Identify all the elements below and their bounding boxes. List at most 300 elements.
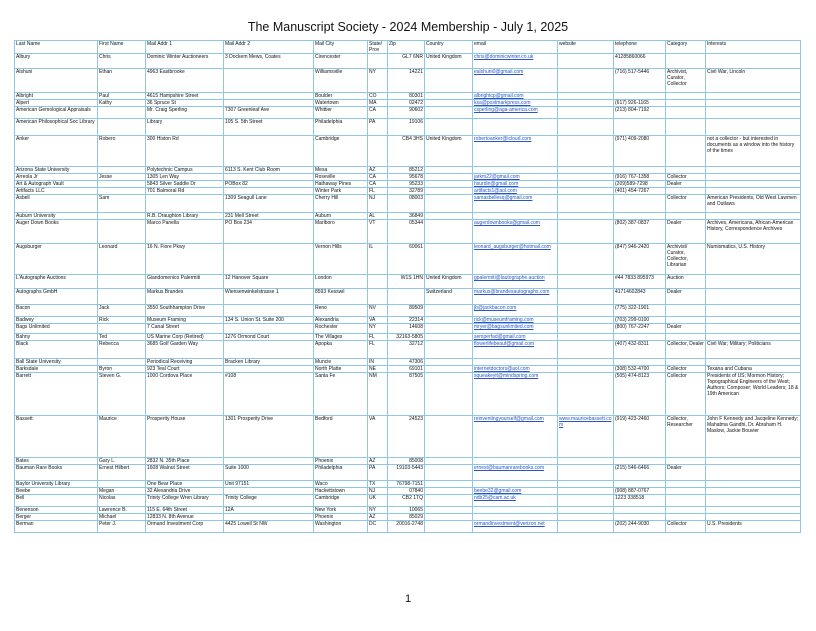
cell-addr1: 1608 Walnut Street <box>146 465 224 481</box>
cell-last: Barrett <box>15 373 98 416</box>
cell-email[interactable]: leonard_augsburger@hotmail.com <box>473 244 558 275</box>
cell-country <box>425 373 473 416</box>
cell-city: Hathaway Pines <box>314 181 368 188</box>
cell-city: Santa Fe <box>314 373 368 416</box>
cell-first: Chris <box>98 54 146 69</box>
cell-country: United Kingdom <box>425 275 473 289</box>
cell-zip: 02472 <box>388 100 425 107</box>
cell-addr1: 701 Balmoral Rd <box>146 188 224 195</box>
cell-last: Art & Autograph Vault <box>15 181 98 188</box>
cell-addr1: 12833 N. 8th Avenue <box>146 514 224 521</box>
cell-city: Cirencester <box>314 54 368 69</box>
cell-zip <box>388 289 425 305</box>
cell-state: IL <box>368 244 388 275</box>
cell-cat: Collector <box>666 195 706 213</box>
cell-zip: 32789 <box>388 188 425 195</box>
cell-first: Steven G. <box>98 373 146 416</box>
cell-state: FL <box>368 334 388 341</box>
cell-addr2: Trinity College <box>224 495 314 507</box>
cell-first: Ted <box>98 334 146 341</box>
cell-web <box>558 366 614 373</box>
cell-phone: (775) 322-1901 <box>614 305 666 317</box>
cell-last: Bauman Rare Books <box>15 465 98 481</box>
cell-state: CO <box>368 93 388 100</box>
cell-cat <box>666 305 706 317</box>
cell-phone <box>614 195 666 213</box>
cell-email[interactable]: albrightcp@gmail.com <box>473 93 558 100</box>
cell-interests <box>706 465 801 481</box>
cell-phone: (847) 946-2420 <box>614 244 666 275</box>
cell-state: NY <box>368 69 388 93</box>
column-header-addr1: Mail Addr 1 <box>146 41 224 54</box>
cell-phone: (209)589-7298 <box>614 181 666 188</box>
cell-zip: 85212 <box>388 167 425 174</box>
cell-state <box>368 54 388 69</box>
cell-country <box>425 317 473 324</box>
cell-state: DC <box>368 521 388 533</box>
cell-addr2 <box>224 100 314 107</box>
cell-first <box>98 275 146 289</box>
cell-first: Nicolas <box>98 495 146 507</box>
table-row <box>15 136 801 167</box>
cell-country <box>425 167 473 174</box>
cell-city: North Platte <box>314 366 368 373</box>
cell-country <box>425 458 473 465</box>
cell-city: Watertown <box>314 100 368 107</box>
cell-phone <box>614 514 666 521</box>
cell-addr2: POBox 82 <box>224 181 314 188</box>
cell-country: United Kingdom <box>425 54 473 69</box>
cell-last: Baylor University Library <box>15 481 98 488</box>
cell-addr1: Ormand Investment Corp <box>146 521 224 533</box>
cell-addr1: Polytechnic Campus <box>146 167 224 174</box>
cell-email[interactable]: rick@museumframing.com <box>473 317 558 324</box>
cell-city: 8593 Kesswil <box>314 289 368 305</box>
cell-email <box>473 481 558 488</box>
table-row <box>15 495 801 507</box>
cell-last: Autographs GmbH <box>15 289 98 305</box>
cell-email <box>473 507 558 514</box>
cell-zip: 32712 <box>388 341 425 359</box>
cell-email[interactable]: ernest@baumanrarebooks.com <box>473 465 558 481</box>
cell-state: VA <box>368 416 388 458</box>
cell-addr2 <box>224 244 314 275</box>
page-number: 1 <box>404 593 412 605</box>
cell-state: IN <box>368 359 388 366</box>
cell-state: NJ <box>368 195 388 213</box>
cell-country <box>425 305 473 317</box>
cell-last: Benenson <box>15 507 98 514</box>
cell-state: AZ <box>368 458 388 465</box>
cell-last: Black <box>15 341 98 359</box>
cell-cat <box>666 93 706 100</box>
cell-cat: Dealer <box>666 324 706 334</box>
cell-interests <box>706 458 801 465</box>
cell-zip: 87505 <box>388 373 425 416</box>
cell-web <box>558 93 614 100</box>
cell-email[interactable]: ndb25@cam.ac.uk <box>473 495 558 507</box>
cell-phone: 41285860066 <box>614 54 666 69</box>
cell-cat <box>666 54 706 69</box>
cell-phone <box>614 213 666 220</box>
cell-web <box>558 220 614 244</box>
cell-city: Reno <box>314 305 368 317</box>
cell-email[interactable]: reinventingyourself@gmail.com <box>473 416 558 458</box>
cell-state: CA <box>368 174 388 181</box>
cell-city: Phoenix <box>314 458 368 465</box>
cell-city: Philadelphia <box>314 465 368 481</box>
cell-addr2: 134 S. Union St. Suite 200 <box>224 317 314 324</box>
column-header-last: Last Name <box>15 41 98 54</box>
cell-web <box>558 507 614 514</box>
table-row <box>15 181 801 188</box>
table-row <box>15 359 801 366</box>
cell-email[interactable]: augerdownbooks@gmail.com <box>473 220 558 244</box>
table-row <box>15 324 801 334</box>
cell-web <box>558 136 614 167</box>
cell-state: VA <box>368 317 388 324</box>
cell-email[interactable]: ealshuni0@gmail.com <box>473 69 558 93</box>
column-header-cat: Category <box>666 41 706 54</box>
cell-state: PA <box>368 465 388 481</box>
cell-email[interactable]: squeakeyit@mindspring.com <box>473 373 558 416</box>
cell-email[interactable]: jb@jackbacon.com <box>473 305 558 317</box>
cell-state: NM <box>368 373 388 416</box>
cell-first: Byron <box>98 366 146 373</box>
cell-phone <box>614 507 666 514</box>
cell-addr2: Bracken Library <box>224 359 314 366</box>
cell-addr1: Prosperity House <box>146 416 224 458</box>
cell-country <box>425 334 473 341</box>
cell-state: NJ <box>368 488 388 495</box>
table-body <box>15 54 801 533</box>
cell-email[interactable]: jarkm22@gmail.com <box>473 174 558 181</box>
cell-web <box>558 305 614 317</box>
cell-zip: 14608 <box>388 324 425 334</box>
cell-state: AL <box>368 213 388 220</box>
cell-cat: Archivist, Curator, Collector <box>666 69 706 93</box>
cell-zip: 85029 <box>388 514 425 521</box>
cell-phone: 1223 338518 <box>614 495 666 507</box>
cell-web <box>558 359 614 366</box>
table-row <box>15 341 801 359</box>
cell-city: London <box>314 275 368 289</box>
cell-country <box>425 93 473 100</box>
cell-interests: John F Kennedy and Jacqeline Kennedy; Mahatma Gandhi, Dr. Abraham H. Maslow, Jackie Bouvier <box>706 416 801 458</box>
table-row <box>15 317 801 324</box>
cell-interests <box>706 54 801 69</box>
cell-zip: 32163-5805 <box>388 334 425 341</box>
cell-first: Lawrence B. <box>98 507 146 514</box>
cell-cat: Dealer <box>666 289 706 305</box>
cell-city: Vernon Hills <box>314 244 368 275</box>
cell-interests: American Presidents, Old West Lawmen and Outlaws <box>706 195 801 213</box>
column-header-interests: Interests <box>706 41 801 54</box>
table-row <box>15 188 801 195</box>
cell-state: NY <box>368 324 388 334</box>
cell-country <box>425 100 473 107</box>
cell-interests <box>706 188 801 195</box>
cell-zip: 36849 <box>388 213 425 220</box>
cell-phone: (703) 299-0100 <box>614 317 666 324</box>
cell-addr1: 5843 Silver Saddle Dr <box>146 181 224 188</box>
cell-phone: (407) 432-8311 <box>614 341 666 359</box>
table-row <box>15 275 801 289</box>
cell-first: Kathy <box>98 100 146 107</box>
document-title: The Manuscript Society - 2024 Membership - July 1, 2025 <box>247 20 569 34</box>
cell-first: Leonard <box>98 244 146 275</box>
cell-city: Waco <box>314 481 368 488</box>
cell-addr2 <box>224 458 314 465</box>
column-header-city: Mail City <box>314 41 368 54</box>
table-row <box>15 521 801 533</box>
cell-addr1: 4963 Eastbrooke <box>146 69 224 93</box>
membership-table <box>14 40 801 533</box>
cell-interests <box>706 275 801 289</box>
cell-phone: (401) 454-7267 <box>614 188 666 195</box>
cell-email[interactable]: semperfad@gmail.com <box>473 334 558 341</box>
cell-addr1: Giandomenico Palermiti <box>146 275 224 289</box>
cell-addr2 <box>224 514 314 521</box>
cell-phone: (213) 804-7192 <box>614 107 666 119</box>
cell-email[interactable]: gpalermiti@lautographe.auction <box>473 275 558 289</box>
cell-interests <box>706 507 801 514</box>
table-row <box>15 220 801 244</box>
cell-interests <box>706 305 801 317</box>
column-header-phone: telephone <box>614 41 666 54</box>
cell-interests: Numismatics, U.S. History <box>706 244 801 275</box>
cell-web <box>558 188 614 195</box>
cell-cat: Dealer <box>666 181 706 188</box>
cell-country <box>425 174 473 181</box>
cell-phone: (505) 474-8123 <box>614 373 666 416</box>
cell-email <box>473 119 558 136</box>
cell-email[interactable]: ksa@postmarkpress.com <box>473 100 558 107</box>
cell-city: Alexandria <box>314 317 368 324</box>
cell-addr2: 12 Hanover Square <box>224 275 314 289</box>
cell-last: Berger <box>15 514 98 521</box>
cell-zip: 20016-2748 <box>388 521 425 533</box>
cell-addr2: 231 Mell Street <box>224 213 314 220</box>
cell-web[interactable]: www.mauricebassett.com <box>558 416 614 458</box>
cell-state: CA <box>368 107 388 119</box>
cell-state: CA <box>368 181 388 188</box>
cell-interests <box>706 289 801 305</box>
cell-last: Arreola Jr <box>15 174 98 181</box>
table-row <box>15 305 801 317</box>
cell-phone: (800) 767-2247 <box>614 324 666 334</box>
cell-last: Asbell <box>15 195 98 213</box>
cell-zip: 89509 <box>388 305 425 317</box>
cell-addr2 <box>224 188 314 195</box>
cell-zip: 47306 <box>388 359 425 366</box>
table-row <box>15 54 801 69</box>
cell-first <box>98 220 146 244</box>
cell-interests <box>706 93 801 100</box>
cell-first <box>98 167 146 174</box>
cell-state: VT <box>368 220 388 244</box>
cell-state: NY <box>368 507 388 514</box>
cell-addr2: 6113 S. Kent Club Room <box>224 167 314 174</box>
cell-state <box>368 275 388 289</box>
cell-addr2: 7307 Greenleaf Ave <box>224 107 314 119</box>
cell-web <box>558 174 614 181</box>
cell-email[interactable]: samasbellesq@gmail.com <box>473 195 558 213</box>
cell-interests: not a collector - but interested in documents as a window into the history of the times <box>706 136 801 167</box>
cell-addr1: Periodical Receiving <box>146 359 224 366</box>
cell-interests <box>706 359 801 366</box>
cell-addr1: Dominic Winter Auctioneers <box>146 54 224 69</box>
cell-city: Whittier <box>314 107 368 119</box>
cell-first <box>98 359 146 366</box>
cell-addr2 <box>224 93 314 100</box>
cell-phone: #44 7833 895973 <box>614 275 666 289</box>
cell-country <box>425 213 473 220</box>
cell-zip: 60061 <box>388 244 425 275</box>
cell-last: Bags Unlimited <box>15 324 98 334</box>
table-row <box>15 69 801 93</box>
table-row <box>15 107 801 119</box>
cell-zip: 85008 <box>388 458 425 465</box>
cell-interests: Civil War, Lincoln <box>706 69 801 93</box>
cell-email[interactable]: csperling@aga-america.com <box>473 107 558 119</box>
cell-addr2: 12A <box>224 507 314 514</box>
cell-interests <box>706 488 801 495</box>
cell-state: UK <box>368 495 388 507</box>
cell-email[interactable]: markus@brandesautographs.com <box>473 289 558 305</box>
cell-city: Bedford <box>314 416 368 458</box>
cell-addr2: 105 S. 5th Street <box>224 119 314 136</box>
cell-phone: (308) 532-4700 <box>614 366 666 373</box>
cell-phone <box>614 359 666 366</box>
cell-addr1: 4615 Hampshire Street <box>146 93 224 100</box>
cell-phone: (908) 887-0767 <box>614 488 666 495</box>
table-row <box>15 481 801 488</box>
cell-addr2: Wiensenwinkelstrasse 1 <box>224 289 314 305</box>
cell-country <box>425 465 473 481</box>
cell-zip: GL7 6NR <box>388 54 425 69</box>
cell-email[interactable]: internetdoctors@aol.com <box>473 366 558 373</box>
cell-country: Switzerland <box>425 289 473 305</box>
cell-city: Philadelphia <box>314 119 368 136</box>
cell-email <box>473 514 558 521</box>
cell-first: Rebecca <box>98 341 146 359</box>
cell-country <box>425 495 473 507</box>
cell-state: AZ <box>368 514 388 521</box>
table-row <box>15 458 801 465</box>
cell-interests: Texana and Cubana <box>706 366 801 373</box>
cell-zip: CB2 1TQ <box>388 495 425 507</box>
cell-email[interactable]: robertoanker@icloud.com <box>473 136 558 167</box>
cell-cat <box>666 188 706 195</box>
cell-addr2: PO Box 234 <box>224 220 314 244</box>
cell-interests <box>706 514 801 521</box>
cell-email <box>473 167 558 174</box>
cell-first <box>98 481 146 488</box>
cell-email[interactable]: artifacts1@aol.com <box>473 188 558 195</box>
cell-cat: Collector, Dealer <box>666 341 706 359</box>
cell-first: Jack <box>98 305 146 317</box>
cell-interests <box>706 167 801 174</box>
cell-city: Cherry Hill <box>314 195 368 213</box>
cell-last: Beebe <box>15 488 98 495</box>
cell-country <box>425 69 473 93</box>
cell-phone: (916) 767-1358 <box>614 174 666 181</box>
cell-first <box>98 213 146 220</box>
cell-last: Bates <box>15 458 98 465</box>
cell-cat <box>666 359 706 366</box>
column-header-web: website <box>558 41 614 54</box>
column-header-country: Country <box>425 41 473 54</box>
table-row <box>15 334 801 341</box>
cell-state: PA <box>368 119 388 136</box>
cell-web <box>558 181 614 188</box>
cell-web <box>558 317 614 324</box>
cell-addr2 <box>224 324 314 334</box>
cell-interests <box>706 100 801 107</box>
cell-cat: Dealer <box>666 220 706 244</box>
cell-state: FL <box>368 188 388 195</box>
cell-web <box>558 167 614 174</box>
cell-country <box>425 514 473 521</box>
cell-last: Bell <box>15 495 98 507</box>
cell-addr2: 3 Dockem Mews, Coates <box>224 54 314 69</box>
cell-country <box>425 119 473 136</box>
cell-first: Megan <box>98 488 146 495</box>
cell-last: American Gemological Appraisals <box>15 107 98 119</box>
cell-web <box>558 275 614 289</box>
cell-web <box>558 458 614 465</box>
cell-email[interactable]: beebe32@gmail.com <box>473 488 558 495</box>
cell-email[interactable]: chris@dominicwinter.co.uk <box>473 54 558 69</box>
cell-interests <box>706 181 801 188</box>
cell-phone <box>614 458 666 465</box>
cell-cat <box>666 136 706 167</box>
cell-city: Hackettstown <box>314 488 368 495</box>
cell-cat <box>666 107 706 119</box>
cell-email[interactable]: hsurdin@gmail.com <box>473 181 558 188</box>
cell-first: Paul <box>98 93 146 100</box>
cell-email[interactable]: ormandinvestment@verizon.net <box>473 521 558 533</box>
table-row <box>15 488 801 495</box>
cell-first <box>98 119 146 136</box>
cell-interests: Civil War; Military; Politicians <box>706 341 801 359</box>
table-row <box>15 366 801 373</box>
cell-email[interactable]: flowerlifebeauf@gmail.com <box>473 341 558 359</box>
cell-web <box>558 481 614 488</box>
cell-interests: U.S. Presidents <box>706 521 801 533</box>
cell-addr1: 36 Spruce St <box>146 100 224 107</box>
cell-addr2 <box>224 366 314 373</box>
cell-web <box>558 324 614 334</box>
cell-first: Maurice <box>98 416 146 458</box>
cell-phone: 41714602843 <box>614 289 666 305</box>
cell-city: Mesa <box>314 167 368 174</box>
cell-country: United Kingdom <box>425 136 473 167</box>
column-header-email: email <box>473 41 558 54</box>
cell-addr1: One Bear Place <box>146 481 224 488</box>
cell-email[interactable]: mryer@bagsunlimited.com <box>473 324 558 334</box>
cell-web <box>558 341 614 359</box>
cell-web <box>558 465 614 481</box>
table-row <box>15 465 801 481</box>
cell-addr1 <box>146 195 224 213</box>
cell-first <box>98 289 146 305</box>
cell-web <box>558 373 614 416</box>
cell-first <box>98 188 146 195</box>
cell-interests: Presidents of US; Mormon History; Topographical Engineers of the West; Authors; Composer; World Leaders; 18 & 19th American <box>706 373 801 416</box>
cell-country <box>425 366 473 373</box>
